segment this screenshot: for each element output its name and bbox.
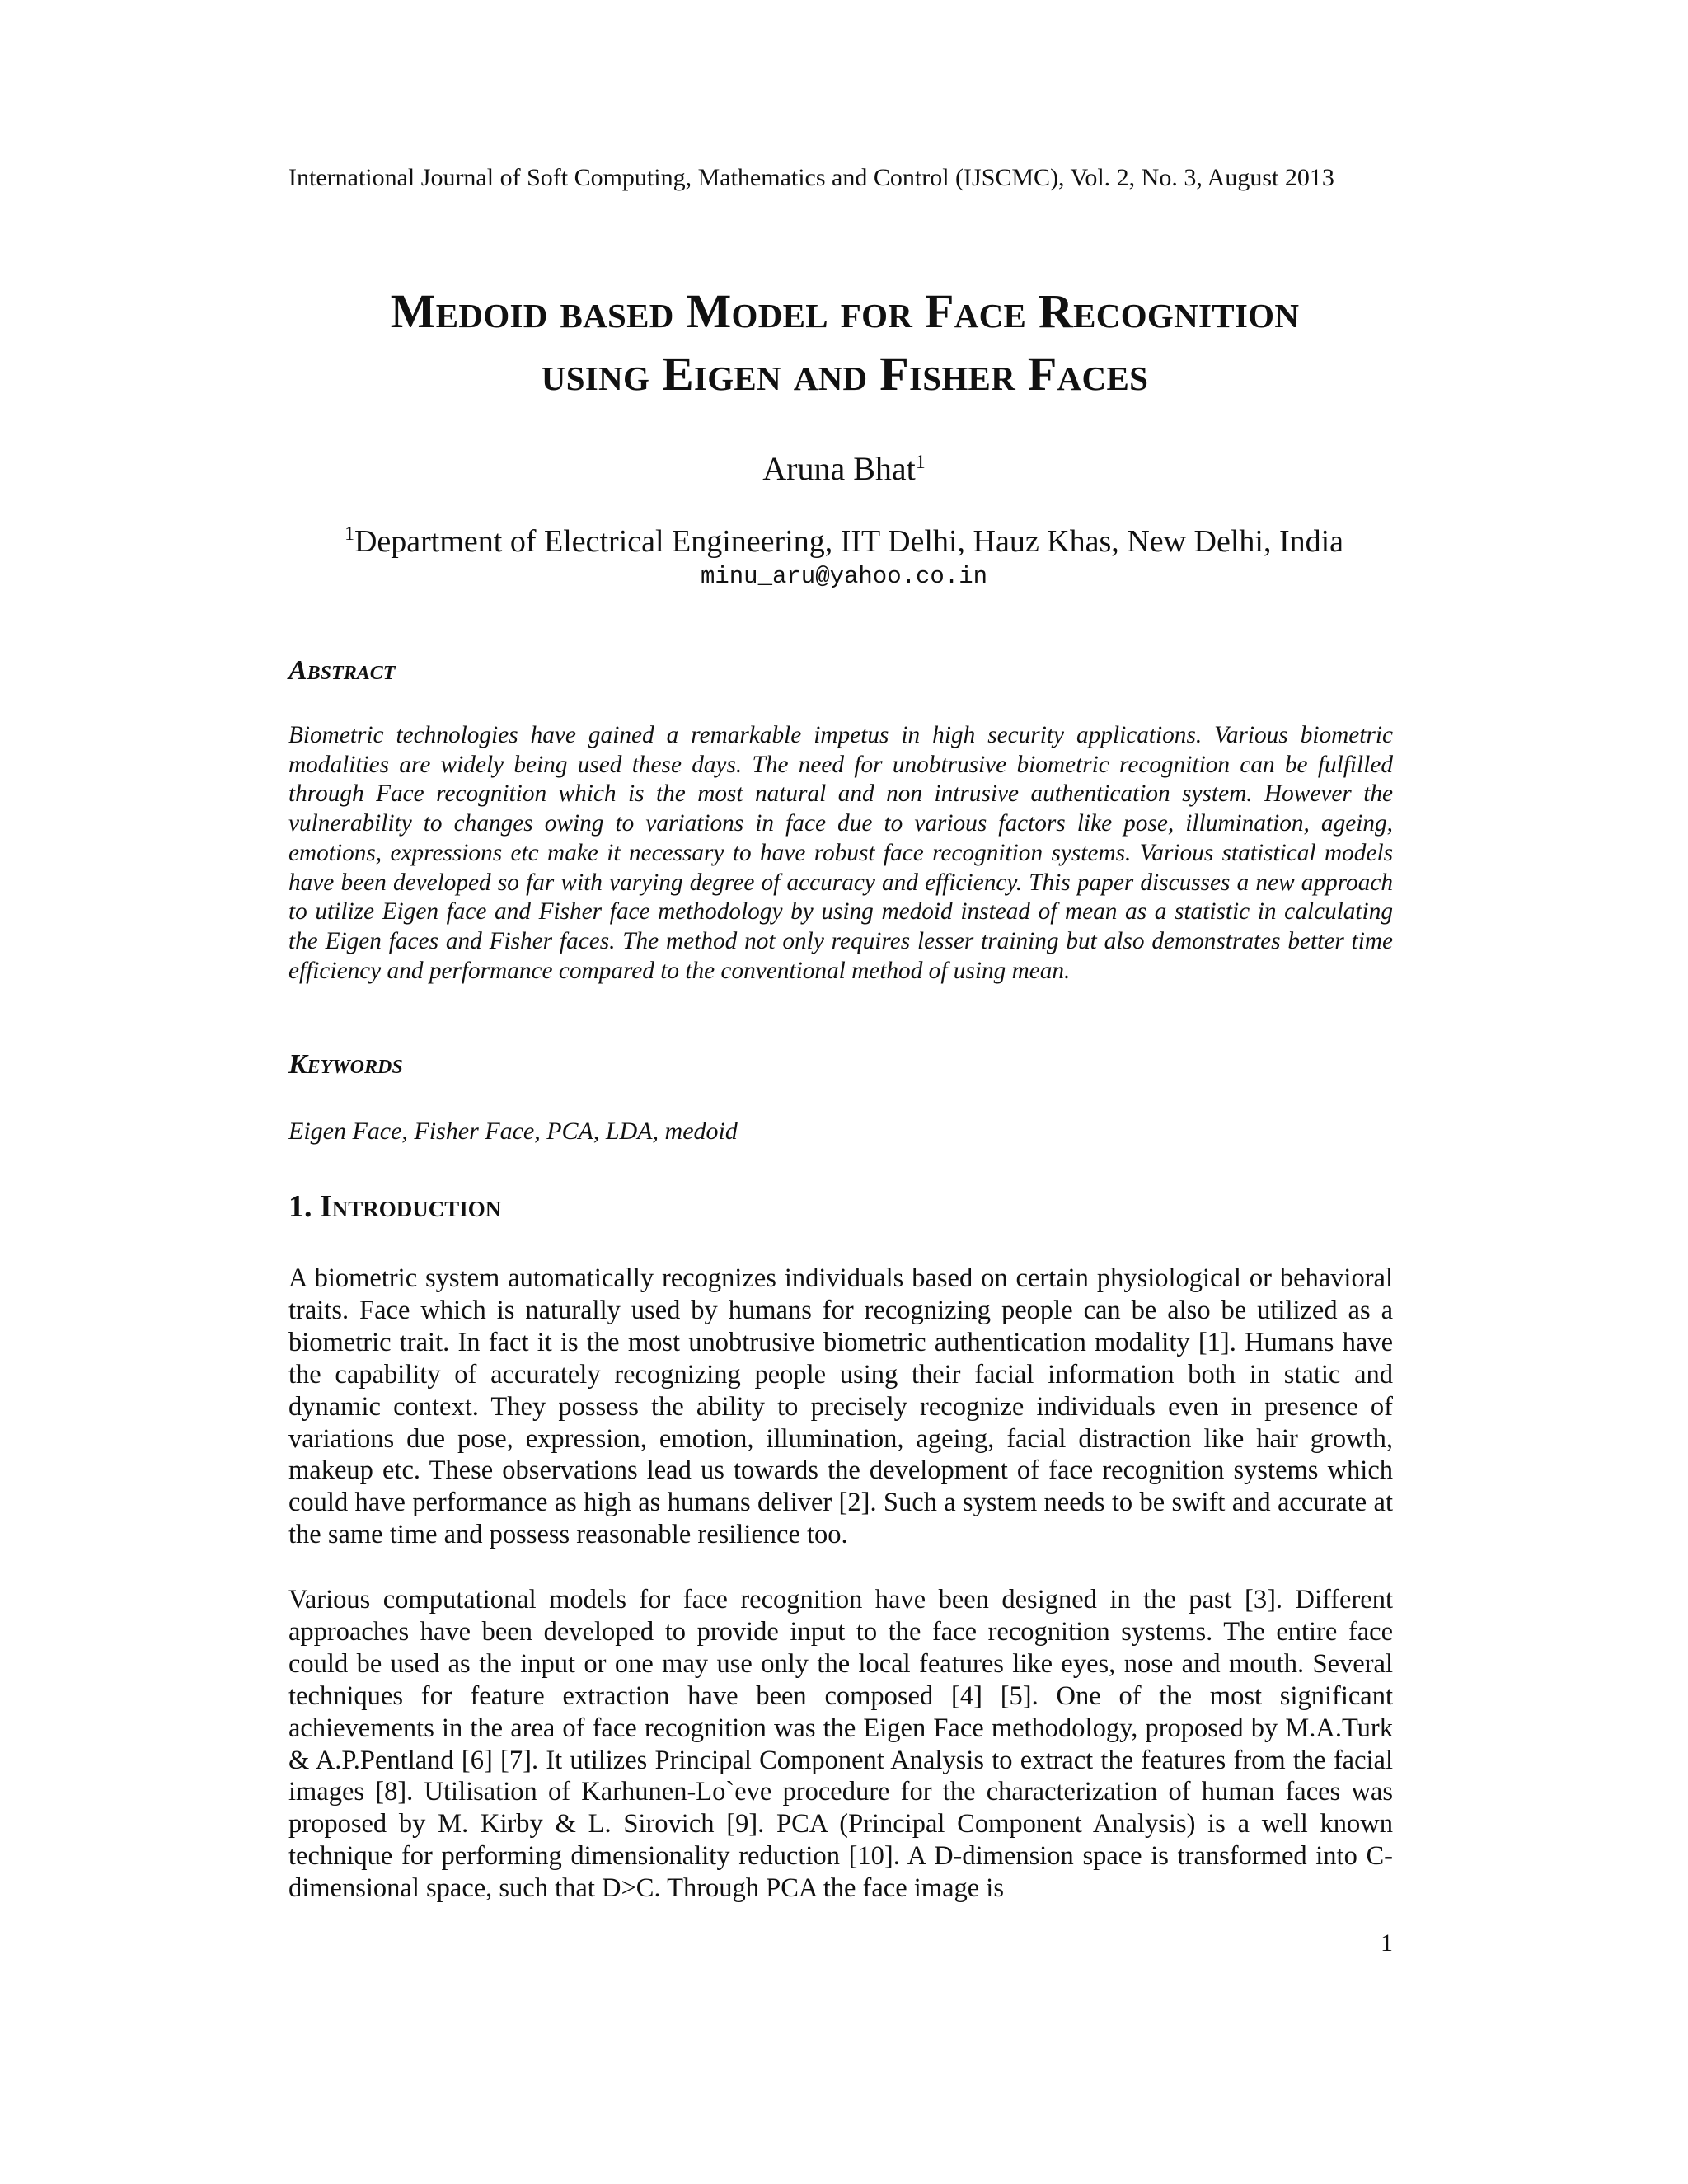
abstract-heading: Abstract	[288, 655, 396, 686]
author-name: Aruna Bhat	[762, 450, 916, 487]
running-header: International Journal of Soft Computing, Mathematics and Control (IJSCMC), Vol. 2, No. 3, August 2013	[288, 164, 1334, 191]
introduction-paragraph-1: A biometric system automatically recognizes individuals based on certain physiological or behavioral traits. Face which is naturally used by humans for recognizing people can be also be utilized as a biometric trait. In fact it is the most unobtrusive biometric authentication modality [1]. Humans have the capability of accurately recognizing people using their facial information both in static and dynamic context. They possess the ability to precisely recognize individuals even in presence of variations due pose, expression, emotion, illumination, ageing, facial distraction like hair growth, makeup etc. These observations lead us towards the development of face recognition systems which could have performance as high as humans deliver [2]. Such a system needs to be swift and accurate at the same time and possess reasonable resilience too.	[288, 1263, 1393, 1550]
keywords-text: Eigen Face, Fisher Face, PCA, LDA, medoid	[288, 1118, 738, 1145]
affiliation-text: Department of Electrical Engineering, IIT Delhi, Hauz Khas, New Delhi, India	[354, 524, 1344, 559]
author	[0, 449, 1688, 489]
author-marker: 1	[915, 452, 926, 473]
keywords-heading: Keywords	[288, 1049, 403, 1080]
title-line-1: Medoid based Model for Face Recognition	[390, 284, 1300, 338]
abstract-text: Biometric technologies have gained a remarkable impetus in high security applications. Various biometric modalities are widely being used these days. The need for unobtrusive biometric recognition can be fulfilled through Face recognition which is the most natural and non intrusive authentication system. However the vulnerability to changes owing to variations in face due to various factors like pose, illumination, ageing, emotions, expressions etc make it necessary to have robust face recognition systems. Various statistical models have been developed so far with varying degree of accuracy and efficiency. This paper discusses a new approach to utilize Eigen face and Fisher face methodology by using medoid instead of mean as a statistic in calculating the Eigen faces and Fisher faces. The method not only requires lesser training but also demonstrates better time efficiency and performance compared to the conventional method of using mean.	[288, 722, 1393, 984]
affiliation-marker: 1	[344, 523, 354, 545]
introduction-paragraph-2: Various computational models for face recognition have been designed in the past [3]. Different approaches have been developed to provide input to the face recognition systems. The entire face could be used as the input or one may use only the local features like eyes, nose and mouth. Several techniques for feature extraction have been composed [4] [5]. One of the most significant achievements in the area of face recognition was the Eigen Face methodology, proposed by M.A.Turk & A.P.Pentland [6] [7]. It utilizes Principal Component Analysis to extract the features from the facial images [8]. Utilisation of Karhunen-Lo`eve procedure for the characterization of human faces was proposed by M. Kirby & L. Sirovich [9]. PCA (Principal Component Analysis) is a well known technique for performing dimensionality reduction [10]. A D-dimension space is transformed into C-dimensional space, such that D>C. Through PCA the face image is	[288, 1585, 1393, 1904]
author-email: minu_aru@yahoo.co.in	[700, 563, 988, 590]
title-line-2: using Eigen and Fisher Faces	[541, 347, 1149, 401]
page-number: 1	[1381, 1929, 1393, 1957]
introduction-heading: 1. Introduction	[288, 1189, 502, 1224]
affiliation	[0, 523, 1688, 560]
paper-title	[280, 280, 1409, 405]
